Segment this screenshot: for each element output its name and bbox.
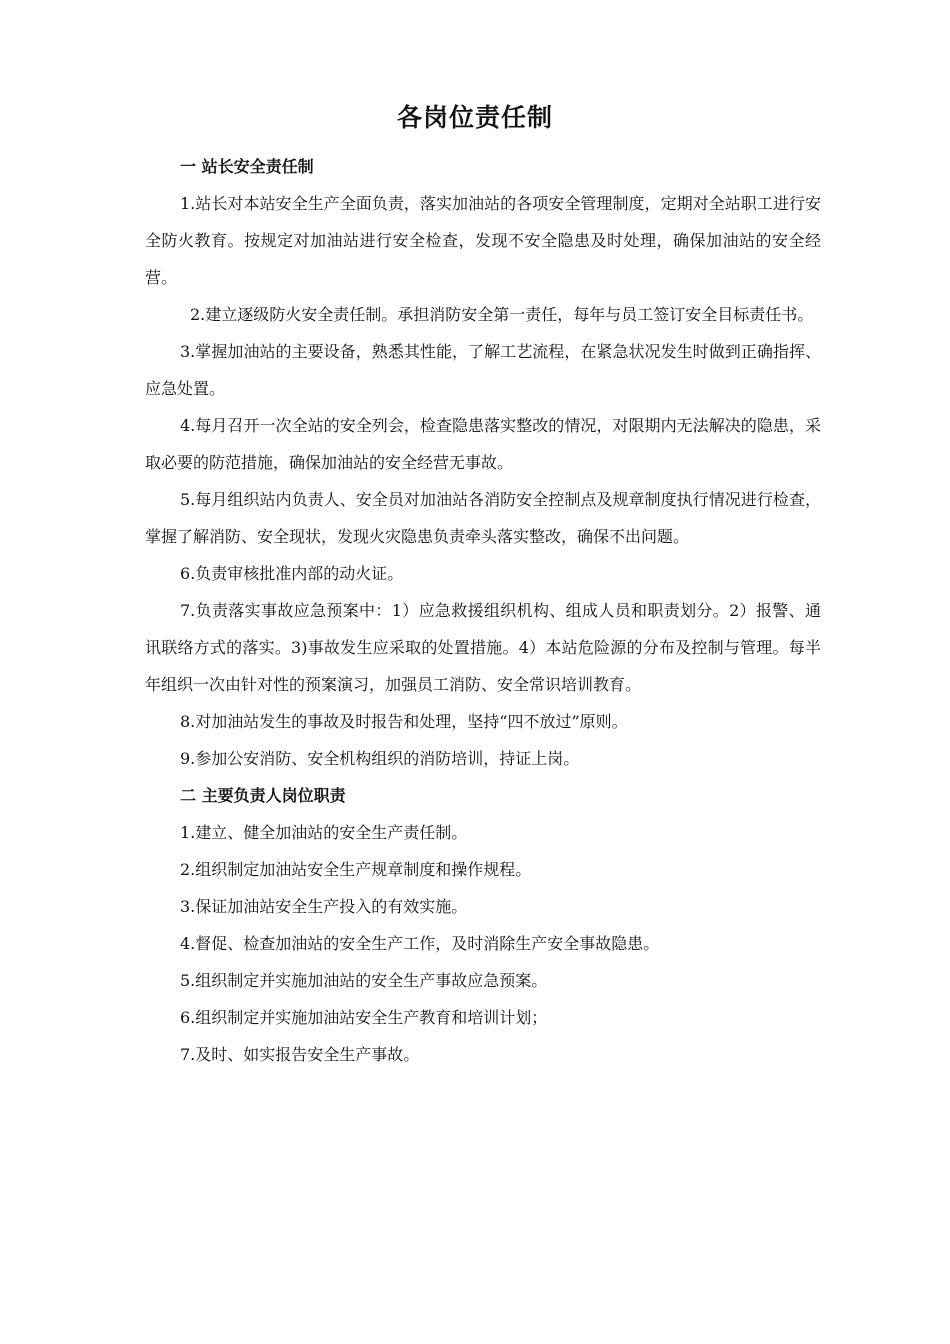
paragraph: 2.组织制定加油站安全生产规章制度和操作规程。 xyxy=(180,860,532,879)
paragraph: 4.督促、检查加油站的安全生产工作，及时消除生产安全事故隐患。 xyxy=(180,934,660,953)
paragraph: 5.每月组织站内负责人、安全员对加油站各消防安全控制点及规章制度执行情况进行检查，掌握了解消防、安全现状，发现火灾隐患负责牵头落实整改，确保不出问题。 xyxy=(145,490,821,546)
paragraph: 8.对加油站发生的事故及时报告和处理，坚持“四不放过”原则。 xyxy=(180,712,628,731)
document-title: 各岗位责任制 xyxy=(396,103,553,132)
paragraph: 7.及时、如实报告安全生产事故。 xyxy=(180,1045,420,1064)
paragraph: 1.建立、健全加油站的安全生产责任制。 xyxy=(180,823,468,842)
paragraph: 6.负责审核批准内部的动火证。 xyxy=(180,564,404,583)
paragraph: 7.负责落实事故应急预案中：1）应急救援组织机构、组成人员和职责划分。2）报警、通讯联络方式的落实。3)事故发生应采取的处置措施。4）本站危险源的分布及控制与管理。每半年组织一次由针对性的预案演习，加强员工消防、安全常识培训教育。 xyxy=(145,601,821,694)
paragraph: 9.参加公安消防、安全机构组织的消防培训，持证上岗。 xyxy=(180,749,580,768)
paragraph: 6.组织制定并实施加油站安全生产教育和培训计划； xyxy=(180,1008,548,1027)
paragraph: 1.站长对本站安全生产全面负责，落实加油站的各项安全管理制度，定期对全站职工进行安全防火教育。按规定对加油站进行安全检查，发现不安全隐患及时处理，确保加油站的安全经营。 xyxy=(145,194,821,287)
paragraph: 3.掌握加油站的主要设备，熟悉其性能，了解工艺流程，在紧急状况发生时做到正确指挥、应急处置。 xyxy=(145,342,821,398)
paragraph: 5.组织制定并实施加油站的安全生产事故应急预案。 xyxy=(180,971,548,990)
section-heading: 一 站长安全责任制 xyxy=(180,157,314,176)
section-heading: 二 主要负责人岗位职责 xyxy=(180,786,346,805)
paragraph: 2.建立逐级防火安全责任制。承担消防安全第一责任，每年与员工签订安全目标责任书。 xyxy=(190,305,814,324)
section-principal xyxy=(145,777,821,1073)
paragraph: 4.每月召开一次全站的安全列会，检查隐患落实整改的情况，对限期内无法解决的隐患，采取必要的防范措施，确保加油站的安全经营无事故。 xyxy=(145,416,821,472)
section-stationmaster xyxy=(145,148,821,777)
document-body xyxy=(145,148,821,1073)
paragraph: 3.保证加油站安全生产投入的有效实施。 xyxy=(180,897,468,916)
